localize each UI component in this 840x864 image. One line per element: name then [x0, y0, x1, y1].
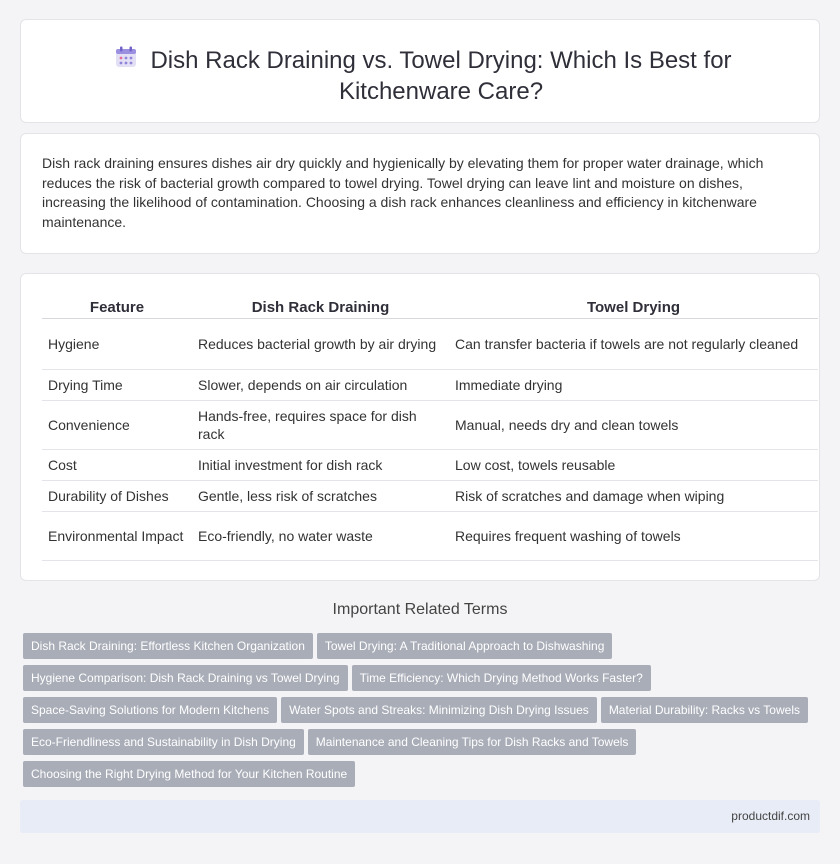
comparison-table: [42, 296, 818, 561]
table-cell: Reduces bacterial growth by air drying: [192, 319, 449, 370]
table-header-row: [42, 296, 818, 319]
related-tag[interactable]: Time Efficiency: Which Drying Method Works Faster?: [352, 665, 651, 691]
table-cell: Hands-free, requires space for dish rack: [192, 401, 449, 450]
intro-card: [20, 133, 820, 254]
table-cell: Hygiene: [42, 319, 192, 370]
related-tag[interactable]: Hygiene Comparison: Dish Rack Draining vs Towel Drying: [23, 665, 348, 691]
related-tag[interactable]: Eco-Friendliness and Sustainability in Dish Drying: [23, 729, 304, 755]
table-cell: Drying Time: [42, 370, 192, 401]
related-tag[interactable]: Choosing the Right Drying Method for Your Kitchen Routine: [23, 761, 355, 787]
related-tag[interactable]: Towel Drying: A Traditional Approach to Dishwashing: [317, 633, 613, 659]
header-feature: Feature: [42, 296, 192, 319]
table-cell: Requires frequent washing of towels: [449, 512, 818, 561]
comparison-card: [20, 273, 820, 581]
table-cell: Convenience: [42, 401, 192, 450]
footer: [20, 800, 820, 833]
table-row: [42, 401, 818, 450]
related-tag[interactable]: Material Durability: Racks vs Towels: [601, 697, 808, 723]
table-row: [42, 370, 818, 401]
intro-paragraph: Dish rack draining ensures dishes air dry quickly and hygienically by elevating them for proper water drainage, which reduces the risk of bacterial growth compared to towel drying. Towel drying can leave lint and moisture on dishes, increasing the likelihood of contamination. Choosing a dish rack enhances cleanliness and efficiency in kitchenware maintenance.: [42, 155, 764, 230]
related-tag[interactable]: Maintenance and Cleaning Tips for Dish Racks and Towels: [308, 729, 637, 755]
related-tag[interactable]: Dish Rack Draining: Effortless Kitchen Organization: [23, 633, 313, 659]
related-terms-heading: Important Related Terms: [332, 601, 508, 618]
table-cell: Durability of Dishes: [42, 481, 192, 512]
related-terms-list: [23, 633, 823, 793]
table-cell: Slower, depends on air circulation: [192, 370, 449, 401]
table-cell: Gentle, less risk of scratches: [192, 481, 449, 512]
table-row: [42, 512, 818, 561]
table-cell: Immediate drying: [449, 370, 818, 401]
table-cell: Risk of scratches and damage when wiping: [449, 481, 818, 512]
table-cell: Environmental Impact: [42, 512, 192, 561]
header-towel: Towel Drying: [449, 296, 818, 319]
table-cell: Cost: [42, 450, 192, 481]
page-title: Dish Rack Draining vs. Towel Drying: Which Is Best for Kitchenware Care?: [150, 47, 732, 105]
table-row: [42, 481, 818, 512]
table-row: [42, 319, 818, 370]
table-cell: Can transfer bacteria if towels are not regularly cleaned: [449, 319, 818, 370]
footer-site-link[interactable]: productdif.com: [731, 809, 810, 823]
table-cell: Manual, needs dry and clean towels: [449, 401, 818, 450]
header-dish-rack: Dish Rack Draining: [192, 296, 449, 319]
related-tag[interactable]: Water Spots and Streaks: Minimizing Dish Drying Issues: [281, 697, 597, 723]
table-row: [42, 450, 818, 481]
table-cell: Initial investment for dish rack: [192, 450, 449, 481]
table-cell: Eco-friendly, no water waste: [192, 512, 449, 561]
related-tag[interactable]: Space-Saving Solutions for Modern Kitchens: [23, 697, 277, 723]
header-card: [20, 19, 820, 123]
table-cell: Low cost, towels reusable: [449, 450, 818, 481]
